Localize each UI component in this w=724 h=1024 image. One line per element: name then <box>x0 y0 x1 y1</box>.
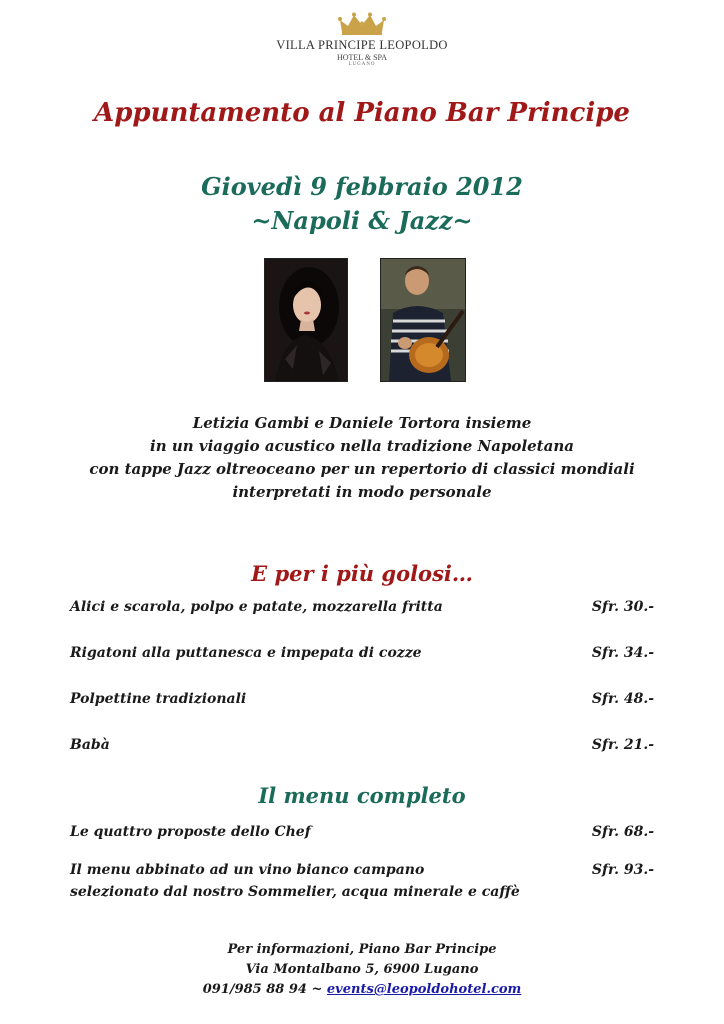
menu-item-name: Le quattro proposte dello Chef <box>70 824 311 840</box>
menu-item-name: Babà <box>70 737 110 753</box>
menu-item-price: Sfr. 48.- <box>591 691 654 707</box>
menu-item-price: Sfr. 68.- <box>591 824 654 840</box>
section-heading-menu: Il menu completo <box>258 783 466 808</box>
brand-sub: HOTEL & SPA <box>336 53 388 62</box>
event-theme: ~Napoli & Jazz~ <box>251 206 473 235</box>
menu-item-price: Sfr. 34.- <box>591 645 654 661</box>
footer-contact <box>0 940 724 1000</box>
singer-photo <box>264 258 348 382</box>
footer-line: Per informazioni, Piano Bar Principe <box>227 942 497 957</box>
intro-line: Letizia Gambi e Daniele Tortora insieme <box>192 414 532 432</box>
menu-item-name: Alici e scarola, polpo e patate, mozzarella fritta <box>70 599 443 615</box>
hotel-logo <box>0 12 724 68</box>
menu-item-name: Il menu abbinato ad un vino bianco campano <box>70 862 425 878</box>
menu-item-name: Rigatoni alla puttanesca e impepata di cozze <box>70 645 422 661</box>
menu-item-price: Sfr. 21.- <box>591 737 654 753</box>
footer-phone: 091/985 88 94 ~ <box>202 982 327 997</box>
section-heading-golosi: E per i più golosi… <box>251 561 473 586</box>
footer-address: Via Montalbano 5, 6900 Lugano <box>245 962 479 977</box>
event-date-block <box>0 170 724 238</box>
menu-item-name-cont: selezionato dal nostro Sommelier, acqua minerale e caffè <box>70 884 520 900</box>
event-date: Giovedì 9 febbraio 2012 <box>201 172 523 201</box>
menu-item-price: Sfr. 30.- <box>591 599 654 615</box>
event-title: Appuntamento al Piano Bar Principe <box>94 98 630 128</box>
guitarist-photo <box>380 258 466 382</box>
menu-item-price: Sfr. 93.- <box>591 862 654 878</box>
intro-line: in un viaggio acustico nella tradizione Napoletana <box>150 437 574 455</box>
intro-line: con tappe Jazz oltreoceano per un repertorio di classici mondiali <box>89 460 635 478</box>
menu-item <box>70 859 654 903</box>
footer-phone-email <box>0 980 724 1000</box>
email-link[interactable]: events@leopoldohotel.com <box>326 982 522 997</box>
brand-city: LUGANO <box>348 62 376 67</box>
crown-icon <box>336 12 388 36</box>
menu-item-name: Polpettine tradizionali <box>70 691 247 707</box>
event-description <box>0 412 724 504</box>
intro-line: interpretati in modo personale <box>232 483 492 501</box>
brand-name: VILLA PRINCIPE LEOPOLDO <box>276 38 448 52</box>
